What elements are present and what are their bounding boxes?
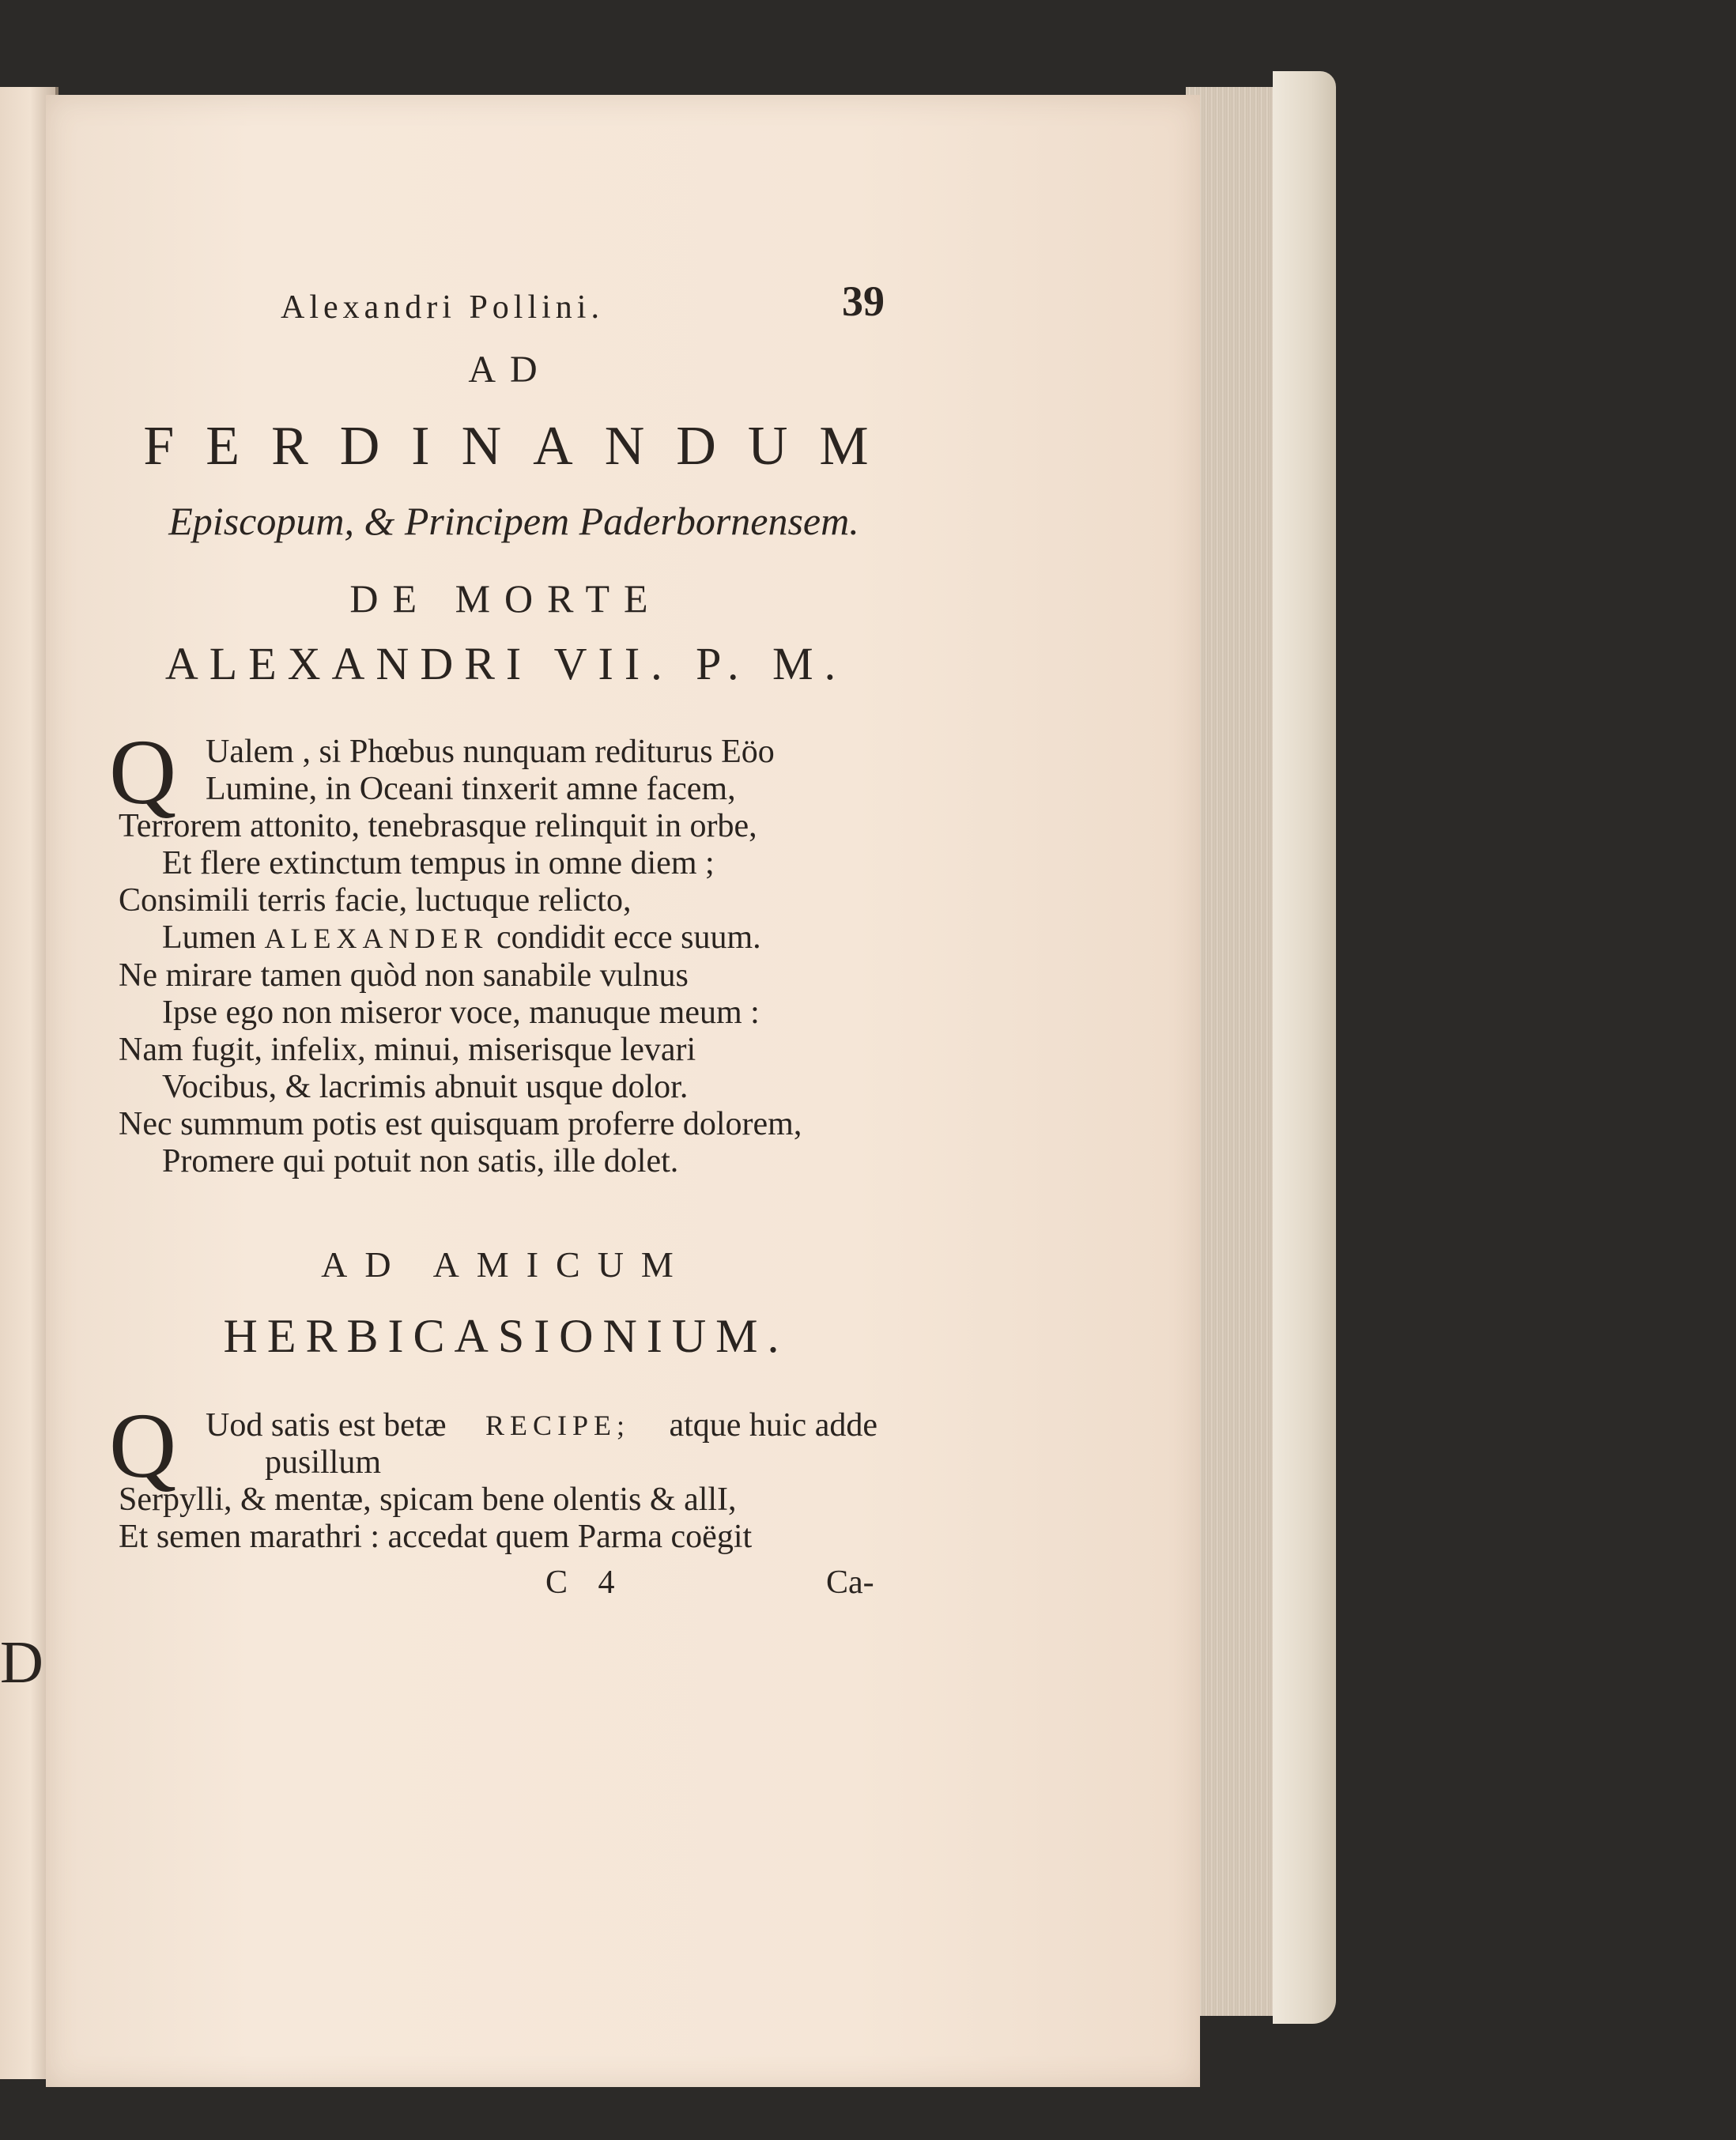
poem1-heading-name: FERDINANDUM (143, 416, 900, 477)
poem1-line: Ualem , si Phœbus nunquam rediturus Eöo (206, 734, 775, 770)
page-stack-edge (1186, 87, 1282, 2016)
poem1-drop-cap: Q (109, 720, 177, 824)
poem1-line6-prefix: Lumen (162, 919, 256, 956)
poem2-heading-ad-amicum: AD AMICUM (321, 1244, 691, 1285)
poem2-line-1 (119, 1407, 877, 1444)
poem2-drop-cap: Q (109, 1394, 177, 1497)
poem2-line1-end: atque huic adde (669, 1407, 877, 1444)
poem1-line: Et flere extinctum tempus in omne diem ; (162, 845, 715, 881)
poem2-line-2: Serpylli, & mentæ, spicam bene olentis & allI, (119, 1481, 737, 1518)
poem1-line-6 (119, 919, 893, 957)
left-page-letter: D (0, 1629, 43, 1696)
poem1-line: Ipse ego non miseror voce, manuque meum : (162, 995, 760, 1031)
poem1-heading-de-morte: DE MORTE (349, 576, 662, 621)
poem1-line: Ne mirare tamen quòd non sanabile vulnus (119, 957, 689, 994)
catchword: Ca- (826, 1564, 874, 1601)
poem1-line: Vocibus, & lacrimis abnuit usque dolor. (162, 1069, 689, 1105)
book-cover-edge (1273, 71, 1336, 2024)
page-number: 39 (842, 277, 885, 325)
running-head: Alexandri Pollini. (281, 289, 604, 326)
poem1-line: Promere qui potuit non satis, ille dolet. (162, 1143, 679, 1179)
poem1-line: Nam fugit, infelix, minui, miserisque levari (119, 1032, 696, 1068)
poem2-line1-start: Uod satis est betæ (206, 1407, 447, 1444)
page-header (119, 277, 893, 340)
poem1-line: Terrorem attonito, tenebrasque relinquit in orbe, (119, 808, 757, 844)
poem1-line: Consimili terris facie, luctuque relicto, (119, 882, 632, 919)
poem1-line6-smallcaps: ALEXANDER (264, 923, 489, 954)
poem1-heading-ad: AD (468, 349, 552, 391)
poem1-line: Lumine, in Oceani tinxerit amne facem, (206, 771, 736, 807)
poem2-line1-continuation: pusillum (265, 1444, 382, 1481)
page-footer (119, 1564, 893, 1611)
signature-mark: C 4 (545, 1564, 626, 1601)
poem1-body (109, 720, 893, 1180)
page-text (109, 277, 900, 1611)
poem2-line1-smallcaps: RECIPE; (485, 1410, 630, 1441)
poem1-line6-rest: condidit ecce suum. (496, 919, 761, 956)
poem1-line: Nec summum potis est quisquam proferre dolorem, (119, 1106, 802, 1142)
poem1-heading-subtitle: Episcopum, & Principem Paderbornensem. (168, 499, 859, 543)
poem2-heading-name: HERBICASIONIUM. (223, 1310, 789, 1362)
poem2-body (109, 1394, 877, 1556)
poem1-heading-alexandri: ALEXANDRI VII. P. M. (164, 638, 847, 689)
poem2-line-3: Et semen marathri : accedat quem Parma coëgit (119, 1519, 753, 1555)
